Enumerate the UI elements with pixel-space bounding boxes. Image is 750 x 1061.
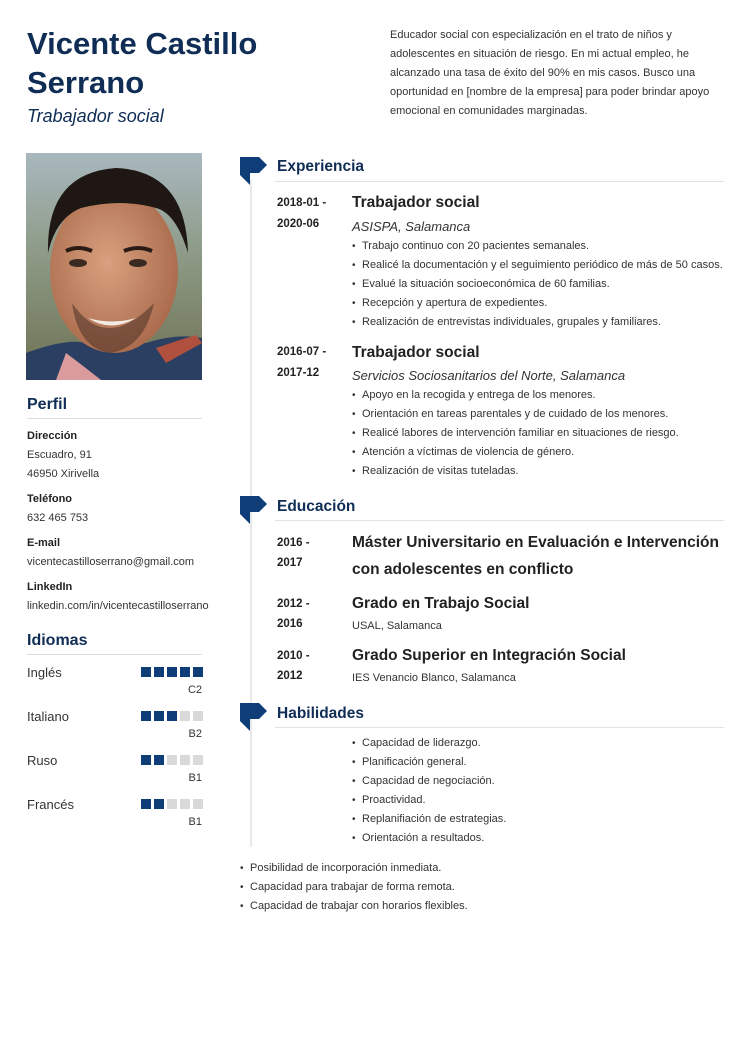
skills-section-title: Habilidades (277, 705, 364, 722)
education-date-start: 2012 - (277, 598, 310, 610)
language-name: Ruso (27, 753, 58, 768)
language-level-bars (141, 667, 203, 677)
experience-company: Servicios Sociosanitarios del Norte, Salamanca (352, 368, 626, 383)
languages-divider (27, 654, 202, 655)
list-item: • Capacidad para trabajar de forma remota. (240, 878, 468, 897)
list-item: • Realización de visitas tuteladas. (352, 462, 679, 481)
experience-date-end: 2017-12 (277, 367, 320, 379)
skills-divider (275, 727, 724, 728)
job-title: Trabajador social (27, 106, 164, 126)
portrait-image (26, 153, 202, 380)
experience-company: ASISPA, Salamanca (352, 219, 471, 234)
experience-bullets (352, 237, 723, 332)
list-item: • Capacidad de liderazgo. (352, 734, 506, 753)
section-flag-icon (240, 157, 268, 185)
languages-section-title: Idiomas (27, 632, 88, 649)
language-level: B1 (188, 816, 202, 828)
list-item: • Replanifiación de estrategias. (352, 810, 506, 829)
education-school: IES Venancio Blanco, Salamanca (352, 672, 516, 684)
language-name: Inglés (27, 665, 62, 680)
experience-date-end: 2020-06 (277, 218, 320, 230)
address-line-1: Escuadro, 91 (27, 449, 92, 461)
experience-date-start: 2018-01 - (277, 197, 327, 209)
address-label: Dirección (27, 430, 78, 442)
experience-title: Trabajador social (352, 194, 480, 211)
language-name: Italiano (27, 709, 69, 724)
education-date-end: 2017 (277, 557, 303, 569)
list-item: • Realicé la documentación y el seguimiento periódico de más de 50 casos. (352, 256, 723, 275)
list-item: • Planificación general. (352, 753, 506, 772)
language-level: B2 (188, 728, 202, 740)
email-value[interactable]: vicentecastilloserrano@gmail.com (27, 556, 195, 568)
education-title: Grado Superior en Integración Social (352, 647, 626, 664)
language-level-bars (141, 711, 203, 721)
list-item: • Capacidad de negociación. (352, 772, 506, 791)
list-item: • Realización de entrevistas individuales, grupales y familiares. (352, 313, 723, 332)
list-item: • Posibilidad de incorporación inmediata. (240, 859, 468, 878)
language-level: B1 (188, 772, 202, 784)
profile-divider (27, 418, 202, 419)
list-item: • Orientación a resultados. (352, 829, 506, 848)
profile-section-title: Perfil (27, 396, 68, 413)
experience-date-start: 2016-07 - (277, 346, 327, 358)
list-item: • Realicé labores de intervención familiar en situaciones de riesgo. (352, 424, 679, 443)
language-level-bars (141, 799, 203, 809)
list-item: • Apoyo en la recogida y entrega de los menores. (352, 386, 679, 405)
experience-section-title: Experiencia (277, 158, 365, 175)
experience-title: Trabajador social (352, 344, 480, 361)
linkedin-label: LinkedIn (27, 581, 73, 593)
language-level: C2 (187, 684, 202, 696)
list-item: • Proactividad. (352, 791, 506, 810)
education-date-end: 2012 (277, 670, 303, 682)
list-item: • Trabajo continuo con 20 pacientes semanales. (352, 237, 723, 256)
language-name: Francés (27, 797, 74, 812)
education-divider (275, 520, 724, 521)
address-line-2: 46950 Xirivella (27, 468, 100, 480)
linkedin-value[interactable]: linkedin.com/in/vicentecastilloserrano (27, 600, 209, 612)
profile-summary: Educador social con especialización en el trato de niños y adolescentes en situación de riesgo. En mi actual empleo, he alcanzado una tasa de éxito del 90% en mis casos. Busco una oportunidad en [nombre de la empresa] para poder brindar apoyo emocional en comunidades marginadas. (390, 29, 710, 117)
list-item: • Capacidad de trabajar con horarios flexibles. (240, 897, 468, 916)
list-item: • Recepción y apertura de expedientes. (352, 294, 723, 313)
education-school: USAL, Salamanca (352, 620, 442, 632)
education-date-start: 2016 - (277, 537, 310, 549)
education-title: Grado en Trabajo Social (352, 595, 530, 612)
experience-bullets (352, 386, 679, 481)
education-section-title: Educación (277, 498, 356, 515)
list-item: • Orientación en tareas parentales y de cuidado de los menores. (352, 405, 679, 424)
phone-value: 632 465 753 (27, 512, 89, 524)
section-flag-icon (240, 496, 268, 524)
experience-divider (275, 181, 724, 182)
email-label: E-mail (27, 537, 61, 549)
candidate-name: Vicente Castillo Serrano (27, 26, 258, 100)
extra-skills-list (240, 859, 468, 916)
profile-photo (26, 153, 202, 380)
skills-list (352, 734, 506, 848)
phone-label: Teléfono (27, 493, 73, 505)
section-flag-icon (240, 703, 268, 731)
education-title: Máster Universitario en Evaluación e Intervención con adolescentes en conflicto (352, 534, 719, 578)
education-date-start: 2010 - (277, 650, 310, 662)
education-date-end: 2016 (277, 618, 303, 630)
language-level-bars (141, 755, 203, 765)
list-item: • Evalué la situación socioeconómica de 60 familias. (352, 275, 723, 294)
list-item: • Atención a víctimas de violencia de género. (352, 443, 679, 462)
